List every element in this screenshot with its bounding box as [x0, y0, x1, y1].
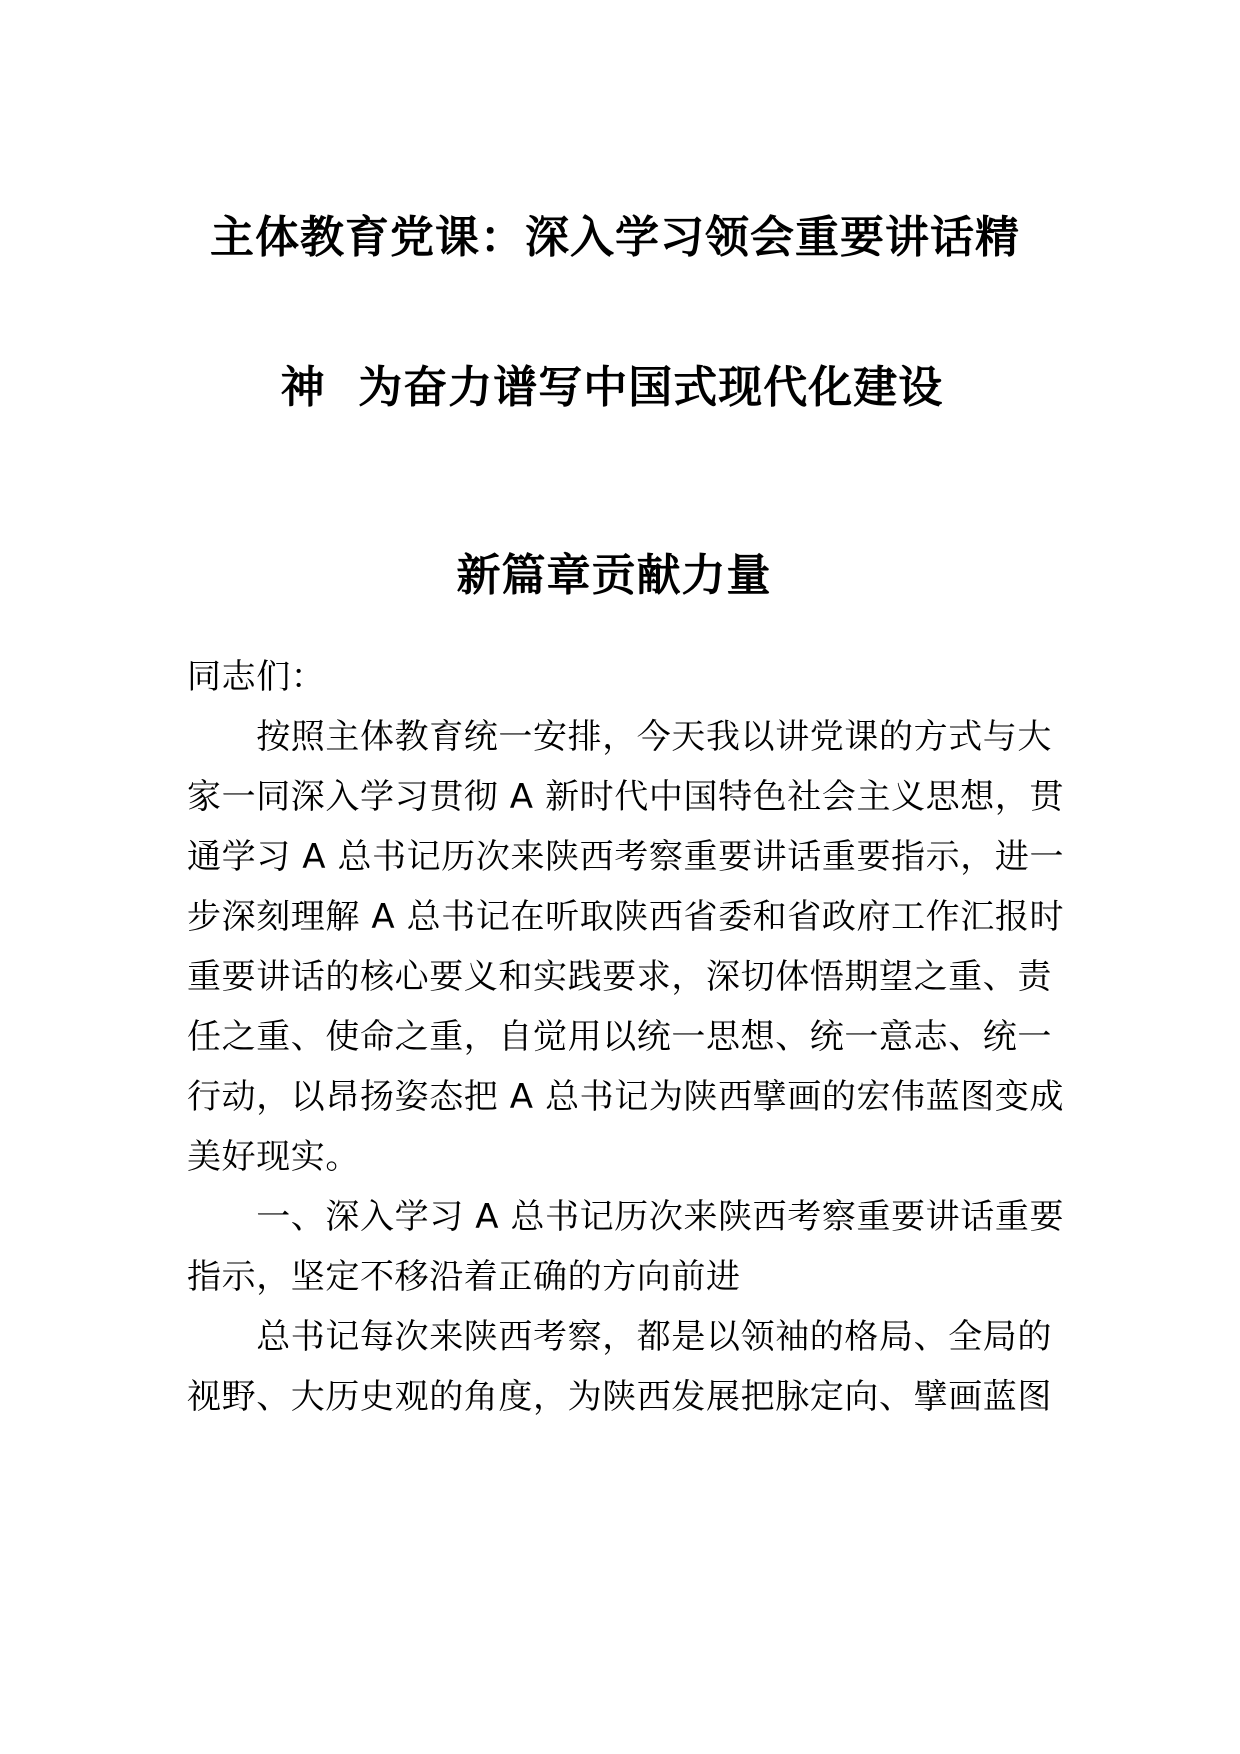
body-text-line: 行动，以昂扬姿态把 A 总书记为陕西擘画的宏伟蓝图变成	[187, 1077, 1065, 1117]
body-text-line: 重要讲话的核心要义和实践要求，深切体悟期望之重、责	[187, 957, 1052, 997]
body-text-line: 通学习 A 总书记历次来陕西考察重要讲话重要指示，进一	[187, 837, 1065, 877]
body-text-line: 总书记每次来陕西考察，都是以领袖的格局、全局的	[187, 1317, 1052, 1357]
document-title-line-1: 主体教育党课：深入学习领会重要讲话精	[210, 212, 1020, 263]
document-title-line-3: 新篇章贡献力量	[456, 550, 772, 601]
document-title-line-2: 神 为奋力谱写中国式现代化建设	[280, 362, 944, 413]
body-text-line: 按照主体教育统一安排，今天我以讲党课的方式与大	[187, 717, 1052, 757]
body-text-line: 家一同深入学习贯彻 A 新时代中国特色社会主义思想，贯	[187, 777, 1065, 817]
section-heading-line: 一、深入学习 A 总书记历次来陕西考察重要讲话重要	[187, 1197, 1065, 1237]
body-text-line: 视野、大历史观的角度，为陕西发展把脉定向、擘画蓝图	[187, 1377, 1052, 1417]
body-text-line: 任之重、使命之重，自觉用以统一思想、统一意志、统一	[187, 1017, 1052, 1057]
body-text-line: 美好现实。	[187, 1137, 360, 1177]
section-heading-line: 指示，坚定不移沿着正确的方向前进	[187, 1257, 741, 1297]
greeting: 同志们：	[187, 657, 326, 697]
body-text-line: 步深刻理解 A 总书记在听取陕西省委和省政府工作汇报时	[187, 897, 1065, 937]
